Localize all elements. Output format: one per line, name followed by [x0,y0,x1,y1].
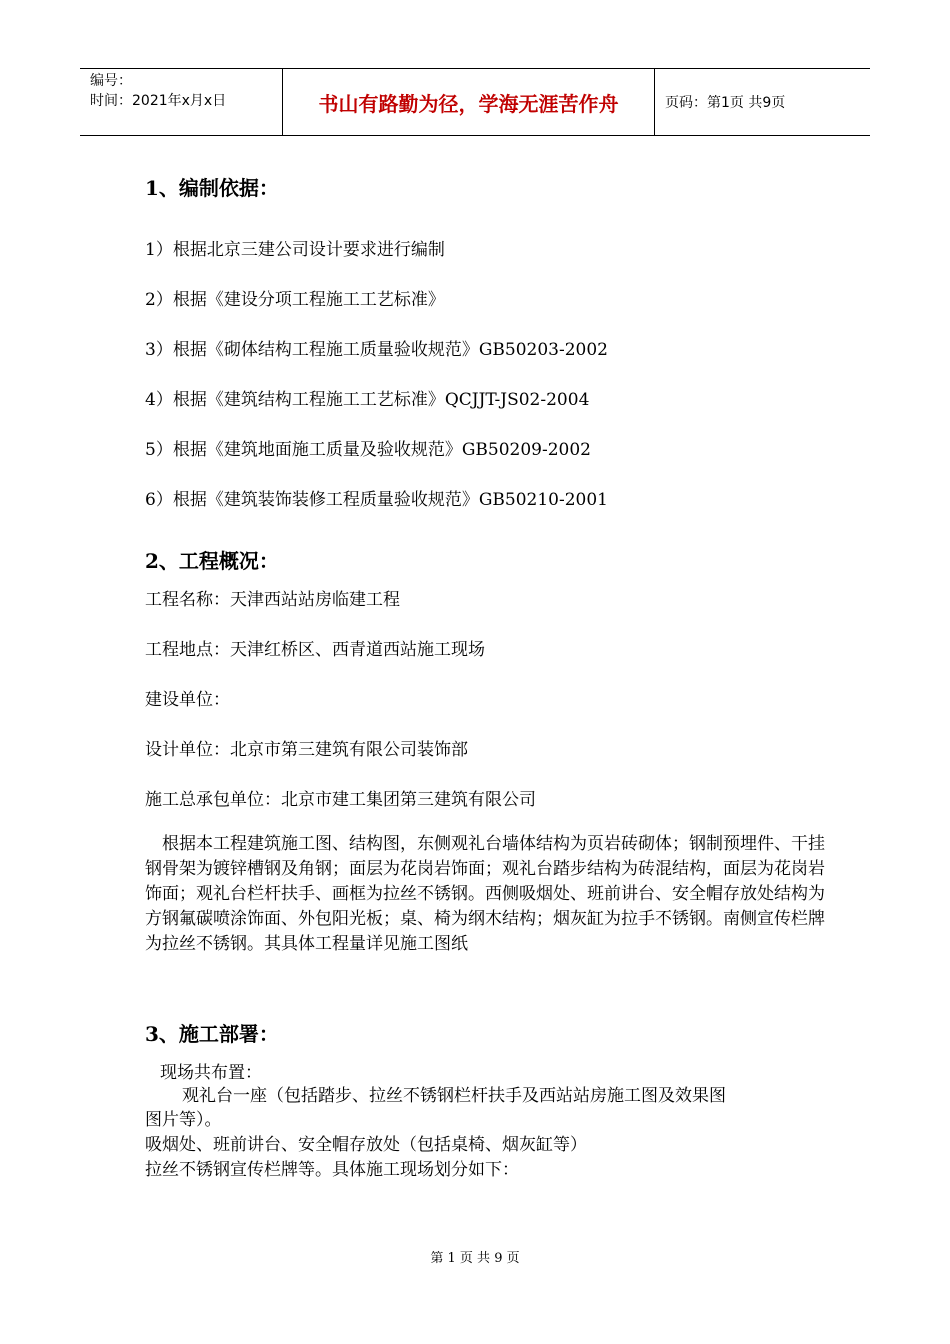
header-page-info: 页码：第1页 共9页 [665,95,786,111]
project-description: 根据本工程建筑施工图、结构图，东侧观礼台墙体结构为页岩砖砌体；钢制预埋件、干挂钢骨架为镀锌槽钢及角钢；面层为花岗岩饰面；观礼台踏步结构为砖混结构，面层为花岗岩饰面；观礼台栏杆扶手、画框为拉丝不锈钢。西侧吸烟处、班前讲台、安全帽存放处结构为方钢氟碳喷涂饰面、外包阳光板；桌、椅为纲木结构；烟灰缸为拉手不锈钢。南侧宣传栏牌为拉丝不锈钢。其具体工程量详见施工图纸 [145,834,825,954]
header-motto-cell [282,69,655,135]
header-number: 编号： [90,73,132,89]
header-meta [80,69,282,135]
header-table [80,68,870,136]
deployment-item: 吸烟处、班前讲台、安全帽存放处（包括桌椅、烟灰缸等） [145,1135,587,1155]
basis-item: 1）根据北京三建公司设计要求进行编制 [145,240,445,260]
deployment-item-cont: 图片等）。 [145,1110,222,1130]
header-motto: 书山有路勤为径，学海无涯苦作舟 [318,91,619,116]
basis-item: 4）根据《建筑结构工程施工工艺标准》QCJJT-JS02-2004 [145,390,590,410]
deployment-item: 拉丝不锈钢宣传栏牌等。具体施工现场划分如下： [145,1160,519,1180]
section3-title: 3、施工部署： [145,1022,279,1046]
section2-title: 2、工程概况： [145,549,279,573]
section1-title: 1、编制依据： [145,176,279,200]
project-name: 工程名称：天津西站站房临建工程 [145,590,400,610]
basis-item: 3）根据《砌体结构工程施工质量验收规范》GB50203-2002 [145,340,608,360]
header-time: 时间：2021年x月x日 [90,93,227,109]
design-unit: 设计单位：北京市第三建筑有限公司装饰部 [145,740,468,760]
owner-unit: 建设单位： [145,690,230,710]
basis-item: 2）根据《建设分项工程施工工艺标准》 [145,290,445,310]
deployment-intro: 现场共布置： [160,1063,262,1083]
basis-item: 6）根据《建筑装饰装修工程质量验收规范》GB50210-2001 [145,490,608,510]
basis-item: 5）根据《建筑地面施工质量及验收规范》GB50209-2002 [145,440,591,460]
page-footer: 第 1 页 共 9 页 [430,1251,520,1266]
deployment-item: 观礼台一座（包括踏步、拉丝不锈钢栏杆扶手及西站站房施工图及效果图 [182,1086,726,1106]
project-location: 工程地点：天津红桥区、西青道西站施工现场 [145,640,485,660]
general-contractor: 施工总承包单位：北京市建工集团第三建筑有限公司 [145,790,536,810]
